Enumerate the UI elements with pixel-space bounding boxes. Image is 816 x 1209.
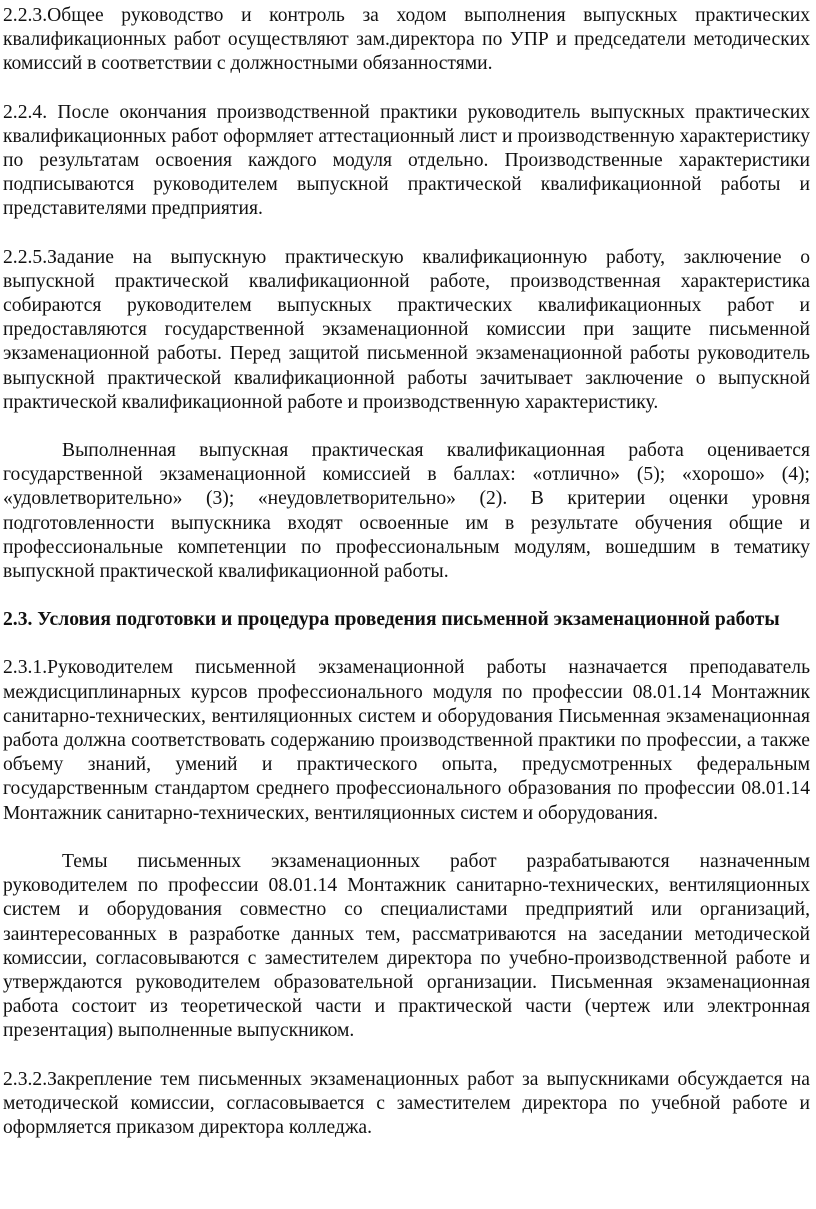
section-heading-2-3: 2.3. Условия подготовки и процедура проведения письменной экзаменационной работы [3,609,780,631]
paragraph-2-3-1: 2.3.1.Руководителем письменной экзаменационной работы назначается преподаватель междисциплинарных курсов профессионального модуля по профессии 08.01.14 Монтажник санитарно-технических, вентиляционных систем и оборудования Письменная экзаменационная работа должна соответствовать содержанию производственной практики по профессии, а также объему знаний, умений и практического опыта, предусмотренных федеральным государственным стандартом среднего профессионального образования по профессии 08.01.14 Монтажник санитарно-технических, вентиляционных систем и оборудования. [3,657,810,824]
paragraph-2-2-5: 2.2.5.Задание на выпускную практическую квалификационную работу, заключение о выпускной практической квалификационной работе, производственная характеристика собираются руководителем выпускных практических квалификационных работ и предоставляются государственной экзаменационной комиссии при защите письменной экзаменационной работы. Перед защитой письменной экзаменационной работы руководитель выпускной практической квалификационной работы зачитывает заключение о выпускной практической квалификационной работе и производственную характеристику. [3,246,810,413]
paragraph-2-3-2: 2.3.2.Закрепление тем письменных экзаменационных работ за выпускниками обсуждается на методической комиссии, согласовывается с заместителем директора по учебной работе и оформляется приказом директора колледжа. [3,1068,810,1138]
paragraph-2-2-4: 2.2.4. После окончания производственной практики руководитель выпускных практических квалификационных работ оформляет аттестационный лист и производственную характеристику по результатам освоения каждого модуля отдельно. Производственные характеристики подписываются руководителем выпускной практической квалификационной работы и представителями предприятия. [3,101,810,220]
paragraph-2-2-3: 2.2.3.Общее руководство и контроль за ходом выполнения выпускных практических квалификационных работ осуществляют зам.директора по УПР и председатели методических комиссий в соответствии с должностными обязанностями. [3,5,810,75]
paragraph-topics: Темы письменных экзаменационных работ разрабатываются назначенным руководителем по профессии 08.01.14 Монтажник санитарно-технических, вентиляционных систем и оборудования совместно со специалистами предприятий или организаций, заинтересованных в разработке данных тем, рассматриваются на заседании методической комиссии, согласовываются с заместителем директора по учебно-производственной работе и утверждаются руководителем образовательной организации. Письменная экзаменационная работа состоит из теоретической части и практической части (чертеж или электронная презентация) выполненные выпускником. [3,850,810,1042]
paragraph-assessment: Выполненная выпускная практическая квалификационная работа оценивается государственной экзаменационной комиссией в баллах: «отлично» (5); «хорошо» (4); «удовлетворительно» (3); «неудовлетворительно» (2). В критерии оценки уровня подготовленности выпускника входят освоенные им в результате обучения общие и профессиональные компетенции по профессиональным модулям, вошедшим в тематику выпускной практической квалификационной работы. [3,440,810,583]
